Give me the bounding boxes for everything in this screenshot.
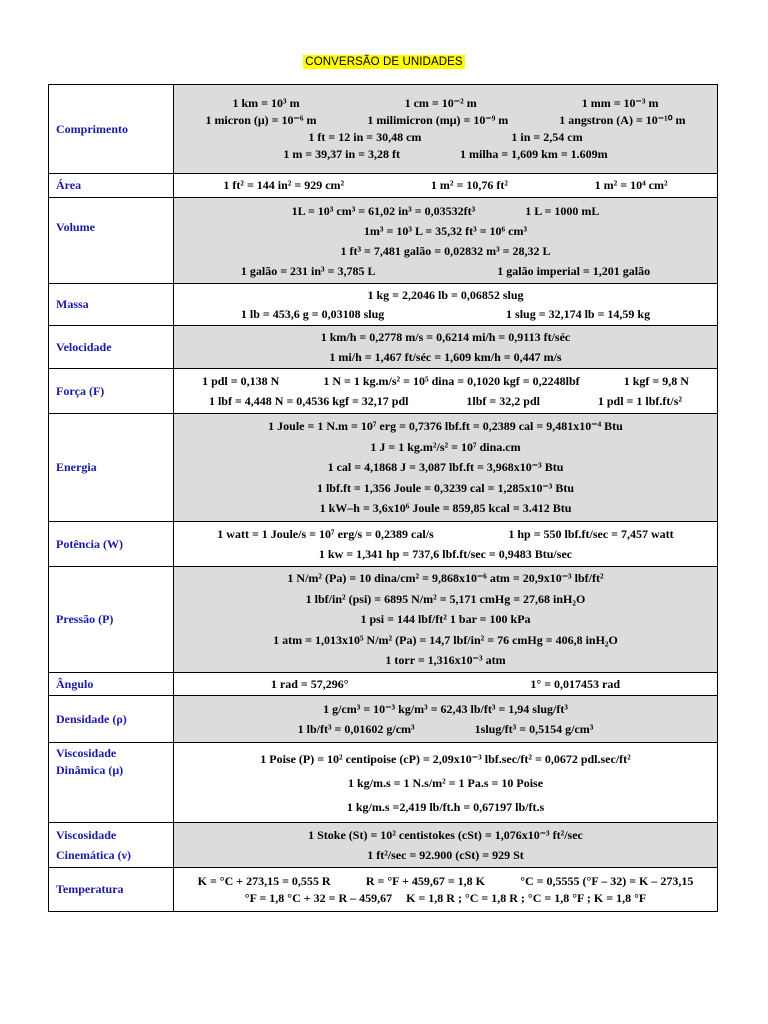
ang-b: 1° = 0,017453 rad bbox=[530, 676, 621, 691]
ang-a: 1 rad = 57,296° bbox=[270, 676, 349, 691]
comp-line-4 bbox=[174, 146, 717, 163]
pot-line-1 bbox=[174, 524, 717, 544]
label-massa: Massa bbox=[49, 284, 174, 326]
forca-line-1 bbox=[174, 371, 717, 391]
energia-line-1: 1 Joule = 1 N.m = 10⁷ erg = 0,7376 lbf.ft = 0,2389 cal = 9,481x10⁻⁴ Btu bbox=[268, 419, 623, 434]
label-angulo: Ângulo bbox=[49, 673, 174, 696]
temp-line-2 bbox=[174, 890, 717, 907]
forca-2c: 1 pdl = 1 lbf.ft/s² bbox=[597, 394, 682, 408]
comp-1b: 1 cm = 10⁻² m bbox=[404, 96, 477, 110]
vol-line-1 bbox=[174, 201, 717, 221]
label-visc-dinamica bbox=[49, 743, 174, 823]
label-potencia: Potência (W) bbox=[49, 522, 174, 567]
content-visc-cinematica bbox=[174, 823, 718, 868]
vol-4b: 1 galão imperial = 1,201 galão bbox=[497, 263, 651, 278]
comp-1c: 1 mm = 10⁻³ m bbox=[581, 96, 659, 110]
label-visc-cinematica bbox=[49, 823, 174, 868]
row-angulo bbox=[49, 673, 718, 696]
area-c: 1 m² = 10⁴ cm² bbox=[594, 178, 668, 192]
row-visc-cinematica bbox=[49, 823, 718, 868]
comp-4a: 1 m = 39,37 in = 3,28 ft bbox=[283, 147, 400, 161]
vdin-line-3: 1 kg/m.s =2,419 lb/ft.h = 0,67197 lb/ft.s bbox=[346, 799, 545, 814]
row-volume bbox=[49, 198, 718, 284]
dens-line-1: 1 g/cm³ = 10⁻³ kg/m³ = 62,43 lb/ft³ = 1,94 slug/ft³ bbox=[323, 702, 568, 716]
area-b: 1 m² = 10,76 ft² bbox=[430, 178, 508, 192]
content-energia bbox=[174, 414, 718, 522]
vcin-line-1: 1 Stoke (St) = 10² centistokes (cSt) = 1,076x10⁻³ ft²/sec bbox=[308, 828, 583, 842]
massa-line-1: 1 kg = 2,2046 lb = 0,06852 slug bbox=[367, 287, 524, 302]
press-line-3: 1 psi = 144 lbf/ft² 1 bar = 100 kPa bbox=[360, 612, 531, 627]
area-line bbox=[174, 178, 717, 193]
dens-2b: 1slug/ft³ = 0,5154 g/cm³ bbox=[474, 722, 594, 736]
vol-line-4 bbox=[174, 261, 717, 281]
row-velocidade bbox=[49, 326, 718, 369]
content-volume bbox=[174, 198, 718, 284]
area-a: 1 ft² = 144 in² = 929 cm² bbox=[223, 178, 345, 192]
content-potencia bbox=[174, 522, 718, 567]
label-area: Área bbox=[49, 174, 174, 198]
energia-line-2: 1 J = 1 kg.m²/s² = 10⁷ dina.cm bbox=[370, 439, 521, 454]
press-line-1: 1 N/m² (Pa) = 10 dina/cm² = 9,868x10⁻⁶ atm = 20,9x10⁻³ lbf/ft² bbox=[287, 571, 604, 586]
massa-line-2 bbox=[174, 305, 717, 324]
forca-2b: 1lbf = 32,2 pdl bbox=[466, 394, 540, 408]
comp-3b: 1 in = 2,54 cm bbox=[511, 130, 583, 144]
forca-1c: 1 kgf = 9,8 N bbox=[623, 374, 689, 388]
label-visc-cin-1: Viscosidade bbox=[56, 828, 117, 842]
comp-3a: 1 ft = 12 in = 30,48 cm bbox=[308, 130, 422, 144]
comp-line-2 bbox=[174, 112, 717, 129]
content-visc-dinamica bbox=[174, 743, 718, 823]
vol-line-2: 1m³ = 10³ L = 35,32 ft³ = 10⁶ cm³ bbox=[363, 223, 528, 238]
content-massa bbox=[174, 284, 718, 326]
comp-4b: 1 milha = 1,609 km = 1.609m bbox=[459, 147, 608, 161]
temp-2a: °F = 1,8 °C + 32 = R – 459,67 bbox=[244, 890, 393, 905]
temp-1b: R = °F + 459,67 = 1,8 K bbox=[365, 873, 486, 888]
comp-1a: 1 km = 10³ m bbox=[232, 96, 300, 110]
massa-2a: 1 lb = 453,6 g = 0,03108 slug bbox=[240, 306, 385, 321]
press-line-5: 1 torr = 1,316x10⁻³ atm bbox=[385, 653, 506, 668]
vel-line-2: 1 mi/h = 1,467 ft/séc = 1,609 km/h = 0,447 m/s bbox=[329, 350, 562, 364]
row-temperatura bbox=[49, 868, 718, 912]
label-energia: Energia bbox=[49, 414, 174, 522]
content-forca bbox=[174, 369, 718, 414]
label-temperatura: Temperatura bbox=[49, 868, 174, 912]
comp-2c: 1 angstron (A) = 10⁻¹⁰ m bbox=[559, 113, 686, 127]
conversion-table bbox=[48, 84, 718, 912]
press-line-2: 1 lbf/in² (psi) = 6895 N/m² = 5,171 cmHg = 27,68 inH₂O bbox=[305, 591, 586, 606]
content-temperatura bbox=[174, 868, 718, 912]
forca-1a: 1 pdl = 0,138 N bbox=[202, 374, 280, 388]
energia-line-4: 1 lbf.ft = 1,356 Joule = 0,3239 cal = 1,285x10⁻³ Btu bbox=[316, 480, 575, 495]
temp-1a: K = °C + 273,15 = 0,555 R bbox=[197, 873, 331, 888]
vcin-line-2: 1 ft²/sec = 92.900 (cSt) = 929 St bbox=[367, 848, 524, 862]
vol-line-3: 1 ft³ = 7,481 galão = 0,02832 m³ = 28,32 L bbox=[340, 243, 551, 258]
comp-line-3 bbox=[174, 129, 717, 146]
forca-1b: 1 N = 1 kg.m/s² = 10⁵ dina = 0,1020 kgf = 0,2248lbf bbox=[323, 374, 580, 388]
content-area bbox=[174, 174, 718, 198]
dens-line-2 bbox=[174, 719, 717, 739]
vol-1b: 1 L = 1000 mL bbox=[525, 203, 600, 218]
label-velocidade: Velocidade bbox=[49, 326, 174, 369]
pot-1b: 1 hp = 550 lbf.ft/sec = 7,457 watt bbox=[508, 527, 674, 541]
label-visc-cin-2: Cinemática (ν) bbox=[56, 848, 132, 862]
row-area bbox=[49, 174, 718, 198]
energia-line-5: 1 kW–h = 3,6x10⁶ Joule = 859,85 kcal = 3.412 Btu bbox=[319, 501, 572, 516]
label-comprimento: Comprimento bbox=[49, 85, 174, 174]
content-angulo bbox=[174, 673, 718, 696]
forca-2a: 1 lbf = 4,448 N = 0,4536 kgf = 32,17 pdl bbox=[208, 394, 409, 408]
content-pressao bbox=[174, 567, 718, 673]
row-forca bbox=[49, 369, 718, 414]
label-pressao: Pressão (P) bbox=[49, 567, 174, 673]
content-velocidade bbox=[174, 326, 718, 369]
dens-2a: 1 lb/ft³ = 0,01602 g/cm³ bbox=[297, 722, 415, 736]
label-forca: Força (F) bbox=[49, 369, 174, 414]
press-line-4: 1 atm = 1,013x10⁵ N/m² (Pa) = 14,7 lbf/in² = 76 cmHg = 406,8 inH₂O bbox=[273, 632, 618, 647]
row-comprimento bbox=[49, 85, 718, 174]
comp-2a: 1 micron (μ) = 10⁻⁶ m bbox=[205, 113, 317, 127]
row-energia bbox=[49, 414, 718, 522]
vel-line-1: 1 km/h = 0,2778 m/s = 0,6214 mi/h = 0,9113 ft/séc bbox=[320, 330, 571, 344]
row-densidade bbox=[49, 696, 718, 743]
label-densidade: Densidade (ρ) bbox=[49, 696, 174, 743]
temp-line-1 bbox=[174, 873, 717, 890]
vdin-line-1: 1 Poise (P) = 10² centipoise (cP) = 2,09x10⁻³ lbf.sec/ft² = 0,0672 pdl.sec/ft² bbox=[260, 751, 631, 766]
temp-1c: °C = 0,5555 (°F – 32) = K – 273,15 bbox=[520, 873, 694, 888]
row-pressao bbox=[49, 567, 718, 673]
pot-1a: 1 watt = 1 Joule/s = 10⁷ erg/s = 0,2389 cal/s bbox=[217, 527, 434, 541]
vdin-line-2: 1 kg/m.s = 1 N.s/m² = 1 Pa.s = 10 Poise bbox=[347, 775, 544, 790]
label-visc-din-1: Viscosidade bbox=[56, 746, 117, 760]
ang-line bbox=[174, 677, 717, 692]
vol-1a: 1L = 10³ cm³ = 61,02 in³ = 0,03532ft³ bbox=[291, 203, 476, 218]
forca-line-2 bbox=[174, 391, 717, 411]
label-visc-din-2: Dinâmica (μ) bbox=[56, 763, 124, 777]
label-volume: Volume bbox=[49, 198, 174, 284]
content-densidade bbox=[174, 696, 718, 743]
title-wrapper bbox=[0, 52, 768, 70]
massa-2b: 1 slug = 32,174 lb = 14,59 kg bbox=[506, 306, 651, 321]
energia-line-3: 1 cal = 4,1868 J = 3,087 lbf.ft = 3,968x10⁻³ Btu bbox=[327, 460, 564, 475]
content-comprimento bbox=[174, 85, 718, 174]
pot-line-2: 1 kw = 1,341 hp = 737,6 lbf.ft/sec = 0,9483 Btu/sec bbox=[318, 547, 573, 561]
row-visc-dinamica bbox=[49, 743, 718, 823]
comp-2b: 1 milimicron (mμ) = 10⁻⁹ m bbox=[367, 113, 509, 127]
row-potencia bbox=[49, 522, 718, 567]
temp-2b: K = 1,8 R ; °C = 1,8 R ; °C = 1,8 °F ; K = 1,8 °F bbox=[406, 890, 647, 905]
vol-4a: 1 galão = 231 in³ = 3,785 L bbox=[240, 263, 376, 278]
comp-line-1 bbox=[174, 95, 717, 112]
page-title: CONVERSÃO DE UNIDADES bbox=[305, 56, 463, 68]
row-massa bbox=[49, 284, 718, 326]
